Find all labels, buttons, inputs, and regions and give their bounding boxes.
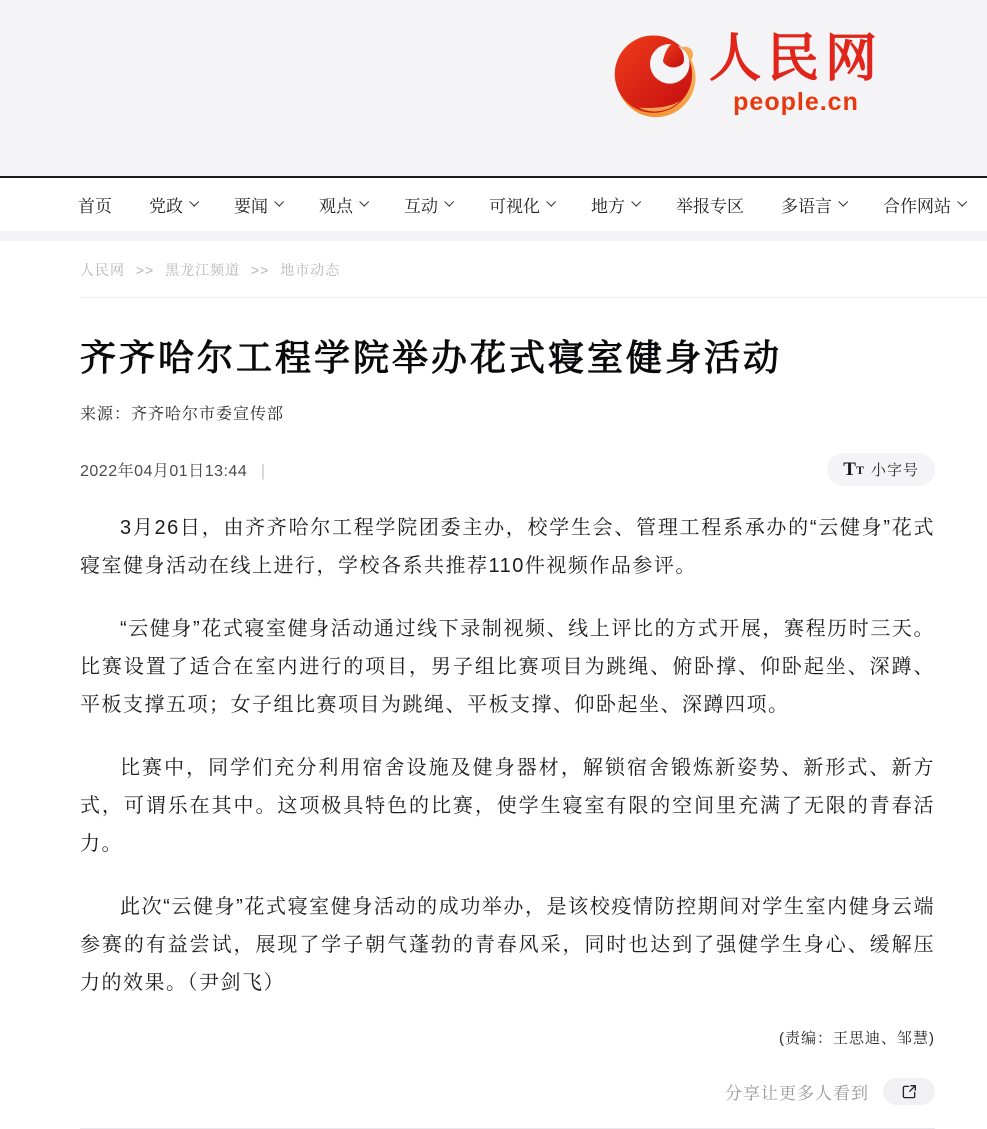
- article-paragraph: “云健身”花式寝室健身活动通过线下录制视频、线上评比的方式开展，赛程历时三天。比赛设置了适合在室内进行的项目，男子组比赛项目为跳绳、俯卧撑、仰卧起坐、深蹲、平板支撑五项；女子组比赛项目为跳绳、平板支撑、仰卧起坐、深蹲四项。: [80, 618, 935, 716]
- article-paragraph: 比赛中，同学们充分利用宿舍设施及健身器材，解锁宿舍锻炼新姿势、新形式、新方式，可谓乐在其中。这项极具特色的比赛，使学生寝室有限的空间里充满了无限的青春活力。: [80, 757, 935, 855]
- breadcrumb-item-city-news[interactable]: 地市动态: [280, 262, 341, 278]
- article-meta-row: [80, 453, 935, 486]
- nav-item-multilang[interactable]: [781, 192, 846, 217]
- people-logo-ball-icon: [613, 32, 699, 118]
- nav-item-partner-sites[interactable]: [883, 192, 965, 217]
- share-row: [80, 1078, 935, 1105]
- chevron-down-icon: [189, 197, 199, 207]
- people-cn-logo[interactable]: [613, 32, 883, 118]
- nav-label: 互动: [404, 197, 438, 216]
- chevron-down-icon: [359, 197, 369, 207]
- article-body: [80, 509, 935, 1002]
- article-paragraph: 此次“云健身”花式寝室健身活动的成功举办，是该校疫情防控期间对学生室内健身云端参赛的有益尝试，展现了学子朝气蓬勃的青春风采，同时也达到了强健学生身心、缓解压力的效果。（尹剑飞）: [80, 896, 935, 994]
- nav-item-home[interactable]: [78, 192, 112, 217]
- font-size-icon-small: T: [855, 462, 864, 477]
- chevron-down-icon: [444, 197, 454, 207]
- nav-item-visual[interactable]: [489, 192, 554, 217]
- nav-label: 要闻: [234, 197, 268, 216]
- page-title: 齐齐哈尔工程学院举办花式寝室健身活动: [80, 337, 783, 378]
- nav-label: 党政: [149, 197, 183, 216]
- nav-item-opinion[interactable]: [319, 192, 367, 217]
- main-nav: [0, 178, 987, 231]
- nav-item-news[interactable]: [234, 192, 282, 217]
- nav-label: 首页: [78, 197, 112, 216]
- chevron-down-icon: [957, 197, 967, 207]
- logo-text: [709, 32, 883, 115]
- nav-label: 合作网站: [883, 197, 951, 216]
- chevron-down-icon: [838, 197, 848, 207]
- site-header: [0, 0, 987, 178]
- breadcrumb-divider: [80, 297, 987, 298]
- font-size-label: 小字号: [870, 462, 919, 479]
- chevron-down-icon: [274, 197, 284, 207]
- nav-bottom-band: [0, 231, 987, 241]
- nav-label: 可视化: [489, 197, 540, 216]
- nav-item-interact[interactable]: [404, 192, 452, 217]
- nav-label: 地方: [591, 197, 625, 216]
- nav-label: 观点: [319, 197, 353, 216]
- article-source: 来源：齐齐哈尔市委宣传部: [80, 406, 285, 423]
- chevron-down-icon: [631, 197, 641, 207]
- article-date: 2022年04月01日13:44: [80, 463, 248, 480]
- share-button[interactable]: [883, 1078, 935, 1105]
- breadcrumb-item-heilongjiang-channel[interactable]: 黑龙江频道: [165, 262, 241, 278]
- nav-item-report[interactable]: [676, 192, 744, 217]
- brand-name-cn: 人民网: [709, 31, 884, 88]
- breadcrumb: [80, 260, 935, 280]
- font-size-icon: T: [843, 459, 856, 480]
- nav-label: 举报专区: [676, 197, 744, 216]
- nav-item-local[interactable]: [591, 192, 639, 217]
- nav-label: 多语言: [781, 197, 832, 216]
- article-main: [0, 260, 987, 1129]
- date-separator: |: [260, 461, 266, 480]
- brand-name-en: people.cn: [733, 88, 859, 116]
- breadcrumb-separator: >>: [251, 262, 270, 278]
- nav-item-party[interactable]: [149, 192, 197, 217]
- font-size-button[interactable]: [827, 453, 935, 486]
- editor-credit: (责编：王思迪、邹慧): [779, 1030, 935, 1047]
- article-paragraph: 3月26日，由齐齐哈尔工程学院团委主办，校学生会、管理工程系承办的“云健身”花式寝室健身活动在线上进行，学校各系共推荐110件视频作品参评。: [80, 517, 935, 577]
- breadcrumb-item-peoplecn[interactable]: 人民网: [80, 262, 125, 278]
- article-date-wrap: [80, 458, 265, 481]
- chevron-down-icon: [546, 197, 556, 207]
- share-label: 分享让更多人看到: [725, 1084, 869, 1103]
- breadcrumb-separator: >>: [135, 262, 155, 278]
